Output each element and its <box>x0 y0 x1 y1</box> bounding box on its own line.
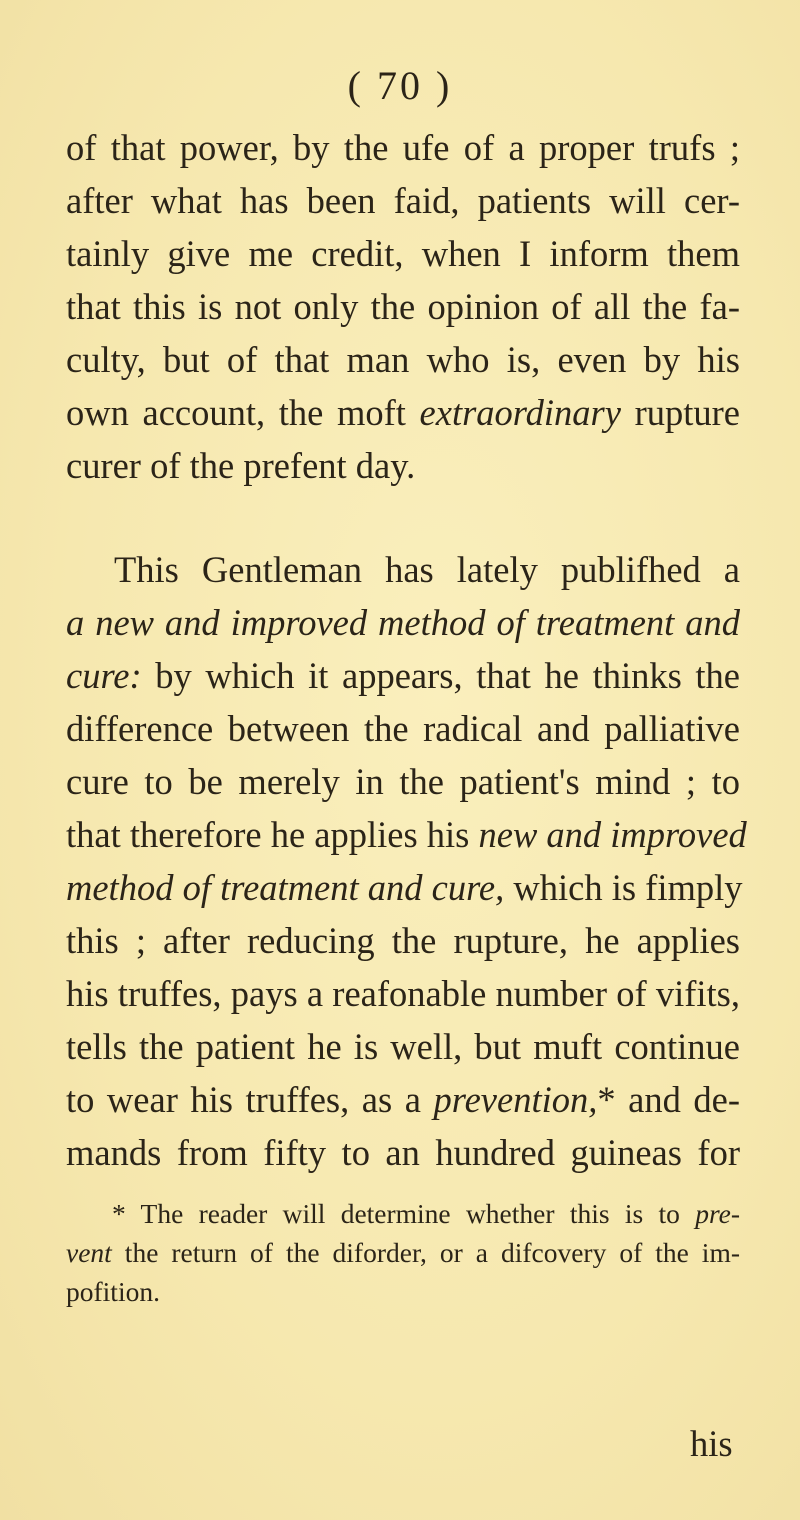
text-line: method of treatment and cure, which is fimply <box>66 867 743 908</box>
text-line: own account, the moft extraordinary rupture <box>66 392 740 433</box>
text-line: that this is not only the opinion of all the fa- <box>66 286 740 327</box>
text-line: difference between the radical and palliative <box>66 708 740 749</box>
text-line: curer of the prefent day. <box>66 445 416 486</box>
text-line: his truffes, pays a reafonable number of vifits, <box>66 973 740 1014</box>
text-line: This Gentleman has lately publifhed a <box>114 549 740 590</box>
text-line: of that power, by the ufe of a proper trufs ; <box>66 127 740 168</box>
text-line: a new and improved method of treatment and <box>66 602 740 643</box>
text-line: tells the patient he is well, but muft continue <box>66 1026 740 1067</box>
footnote-line: * The reader will determine whether this is to pre- <box>112 1198 740 1229</box>
text-line: mands from fifty to an hundred guineas for <box>66 1132 740 1173</box>
text-line: culty, but of that man who is, even by his <box>66 339 740 380</box>
text-line: tainly give me credit, when I inform them <box>66 233 740 274</box>
text-line: cure: by which it appears, that he thinks the <box>66 655 740 696</box>
text-line: that therefore he applies his new and improved <box>66 814 747 855</box>
text-line: after what has been faid, patients will cer- <box>66 180 740 221</box>
catchword: his <box>690 1423 733 1464</box>
text-line: to wear his truffes, as a prevention,* and de- <box>66 1079 741 1120</box>
footnote-line: vent the return of the diforder, or a difcovery of the im- <box>66 1237 740 1268</box>
footnote-line: pofition. <box>66 1276 160 1307</box>
page-number: ( 70 ) <box>347 63 453 108</box>
text-line: cure to be merely in the patient's mind ; to <box>66 761 740 802</box>
text-line: this ; after reducing the rupture, he applies <box>66 920 740 961</box>
